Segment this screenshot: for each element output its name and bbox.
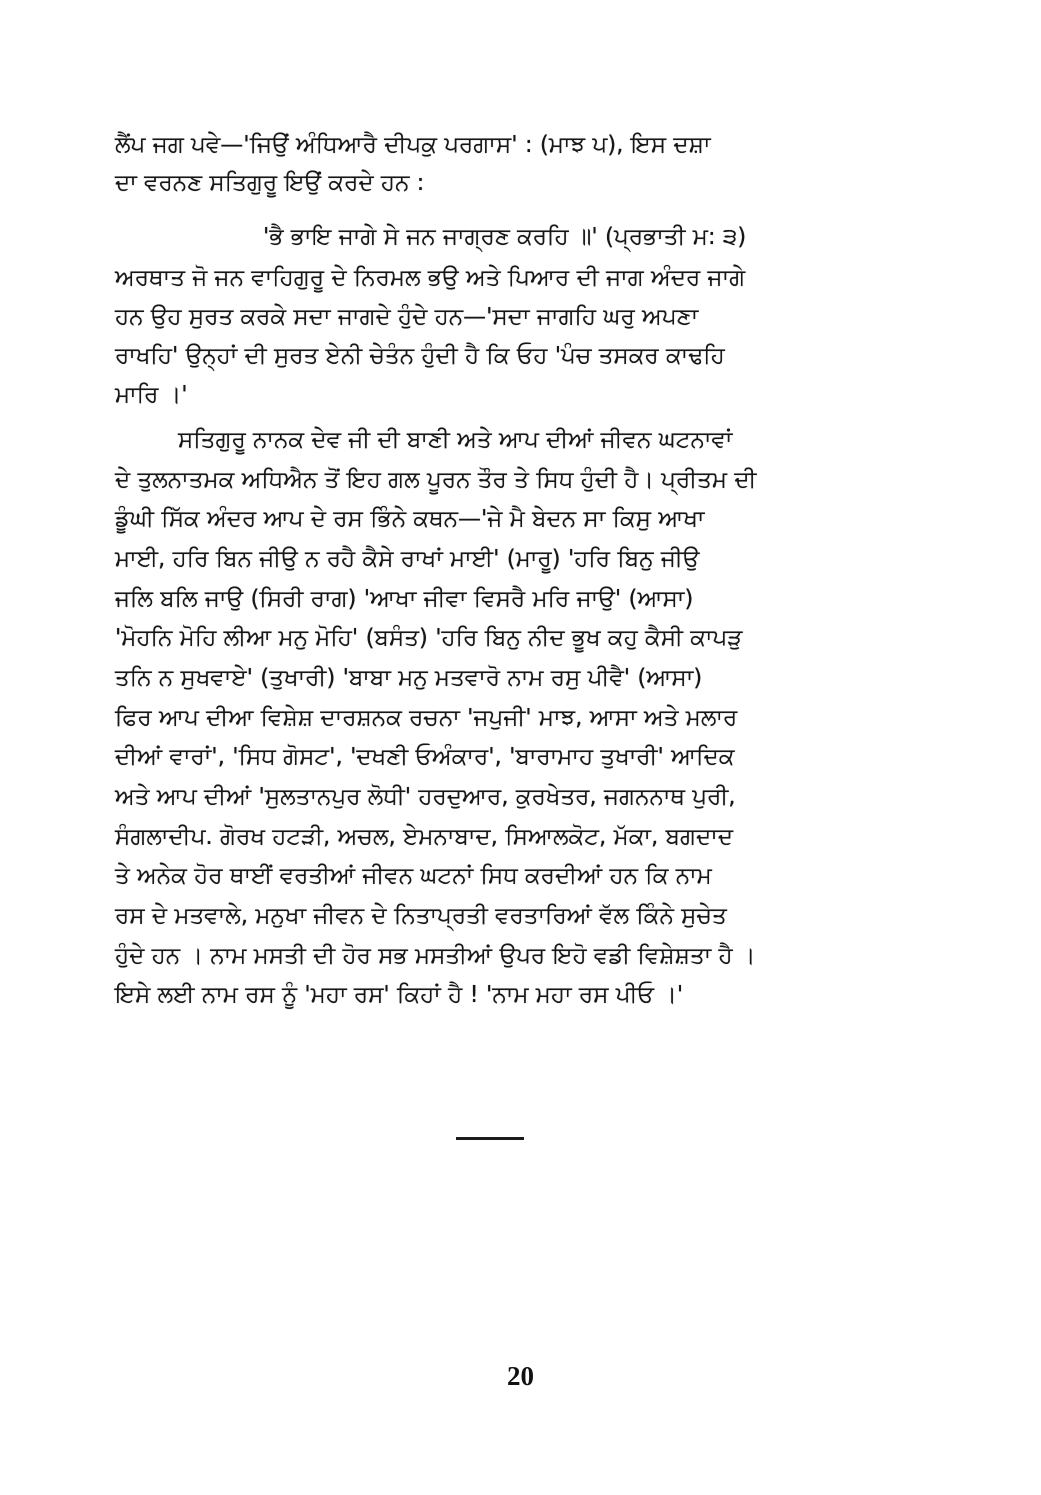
text-line: ਲੈਂਪ ਜਗ ਪਵੇ—'ਜਿਉਂ ਅੰਧਿਆਰੈ ਦੀਪਕੁ ਪਰਗਾਸ' : (ਮਾਝ ਪ), ਇਸ ਦਸ਼ਾ: [115, 132, 711, 158]
text-line: ਹਨ ਉਹ ਸੁਰਤ ਕਰਕੇ ਸਦਾ ਜਾਗਦੇ ਹੁੰਦੇ ਹਨ—'ਸਦਾ ਜਾਗਹਿ ਘਰੁ ਅਪਣਾ: [115, 304, 699, 330]
text-line: 'ਮੋਹਨਿ ਮੋਹਿ ਲੀਆ ਮਨੁ ਮੋਹਿ' (ਬਸੰਤ) 'ਹਰਿ ਬਿਨੁ ਨੀਦ ਭੂਖ ਕਹੁ ਕੈਸੀ ਕਾਪੜੁ: [115, 625, 743, 651]
text-line: ਮਾਈ, ਹਰਿ ਬਿਨ ਜੀਉ ਨ ਰਹੈ ਕੈਸੇ ਰਾਖਾਂ ਮਾਈ' (ਮਾਰੂ) 'ਹਰਿ ਬਿਨੁ ਜੀਉ: [115, 546, 700, 572]
text-line: ਇਸੇ ਲਈ ਨਾਮ ਰਸ ਨੂੰ 'ਮਹਾ ਰਸ' ਕਿਹਾਂ ਹੈ ! 'ਨਾਮ ਮਹਾ ਰਸ ਪੀਓ ।': [115, 982, 684, 1008]
text-line: ਰਾਖਹਿ' ਉਨ੍ਹਾਂ ਦੀ ਸੁਰਤ ਏਨੀ ਚੇਤੰਨ ਹੁੰਦੀ ਹੈ ਕਿ ਓਹ 'ਪੰਚ ਤਸਕਰ ਕਾਢਹਿ: [115, 343, 725, 369]
section-divider: [456, 1137, 524, 1140]
text-line: ਦਾ ਵਰਨਣ ਸਤਿਗੁਰੂ ਇਉਂ ਕਰਦੇ ਹਨ :: [115, 170, 425, 196]
quote-line: 'ਭੈ ਭਾਇ ਜਾਗੇ ਸੇ ਜਨ ਜਾਗ੍ਰਣ ਕਰਹਿ ॥' (ਪ੍ਰਭਾਤੀ ਮ: ੩): [263, 224, 747, 250]
text-line: ਰਸ ਦੇ ਮਤਵਾਲੇ, ਮਨੁਖਾ ਜੀਵਨ ਦੇ ਨਿਤਾਪ੍ਰਤੀ ਵਰਤਾਰਿਆਂ ਵੱਲ ਕਿੰਨੇ ਸੁਚੇਤ: [115, 903, 727, 929]
text-line: ਅਤੇ ਆਪ ਦੀਆਂ 'ਸੁਲਤਾਨਪੁਰ ਲੋਧੀ' ਹਰਦੁਆਰ, ਕੁਰਖੇਤਰ, ਜਗਨਨਾਥ ਪੁਰੀ,: [115, 784, 736, 810]
text-line: ਹੁੰਦੇ ਹਨ । ਨਾਮ ਮਸਤੀ ਦੀ ਹੋਰ ਸਭ ਮਸਤੀਆਂ ਉਪਰ ਇਹੋ ਵਡੀ ਵਿਸ਼ੇਸ਼ਤਾ ਹੈ ।: [115, 943, 756, 969]
text-line: ਤਨਿ ਨ ਸੁਖਵਾਏ' (ਤੁਖਾਰੀ) 'ਬਾਬਾ ਮਨੁ ਮਤਵਾਰੋ ਨਾਮ ਰਸੁ ਪੀਵੈ' (ਆਸਾ): [115, 665, 703, 691]
text-line: ਸੰਗਲਾਦੀਪ. ਗੋਰਖ ਹਟੜੀ, ਅਚਲ, ਏਮਨਾਬਾਦ, ਸਿਆਲਕੋਟ, ਮੱਕਾ, ਬਗਦਾਦ: [115, 824, 734, 850]
page-number: 20: [507, 1361, 534, 1391]
paragraph-first-line: ਸਤਿਗੁਰੂ ਨਾਨਕ ਦੇਵ ਜੀ ਦੀ ਬਾਣੀ ਅਤੇ ਆਪ ਦੀਆਂ ਜੀਵਨ ਘਟਨਾਵਾਂ: [178, 427, 733, 453]
text-line: ਮਾਰਿ ।': [115, 382, 188, 408]
text-line: ਜਲਿ ਬਲਿ ਜਾਉ (ਸਿਰੀ ਰਾਗ) 'ਆਖਾ ਜੀਵਾ ਵਿਸਰੈ ਮਰਿ ਜਾਉ' (ਆਸਾ): [115, 586, 694, 612]
text-line: ਡੂੰਘੀ ਸਿੱਕ ਅੰਦਰ ਆਪ ਦੇ ਰਸ ਭਿੰਨੇ ਕਥਨ—'ਜੇ ਮੈ ਬੇਦਨ ਸਾ ਕਿਸੁ ਆਖਾ: [115, 506, 705, 532]
text-line: ਫਿਰ ਆਪ ਦੀਆ ਵਿਸ਼ੇਸ਼ ਦਾਰਸ਼ਨਕ ਰਚਨਾ 'ਜਪੁਜੀ' ਮਾਝ, ਆਸਾ ਅਤੇ ਮਲਾਰ: [115, 705, 738, 731]
text-line: ਦੀਆਂ ਵਾਰਾਂ', 'ਸਿਧ ਗੋਸਟ', 'ਦਖਣੀ ਓਅੰਕਾਰ', 'ਬਾਰਾਮਾਹ ਤੁਖਾਰੀ' ਆਦਿਕ: [115, 744, 735, 770]
text-line: ਅਰਥਾਤ ਜੋ ਜਨ ਵਾਹਿਗੁਰੂ ਦੇ ਨਿਰਮਲ ਭਉ ਅਤੇ ਪਿਆਰ ਦੀ ਜਾਗ ਅੰਦਰ ਜਾਗੇ: [115, 265, 746, 291]
text-line: ਦੇ ਤੁਲਨਾਤਮਕ ਅਧਿਐਨ ਤੋਂ ਇਹ ਗਲ ਪੂਰਨ ਤੌਰ ਤੇ ਸਿਧ ਹੁੰਦੀ ਹੈ। ਪ੍ਰੀਤਮ ਦੀ: [115, 467, 757, 493]
text-line: ਤੇ ਅਨੇਕ ਹੋਰ ਥਾਈਂ ਵਰਤੀਆਂ ਜੀਵਨ ਘਟਨਾਂ ਸਿਧ ਕਰਦੀਆਂ ਹਨ ਕਿ ਨਾਮ: [115, 863, 712, 889]
